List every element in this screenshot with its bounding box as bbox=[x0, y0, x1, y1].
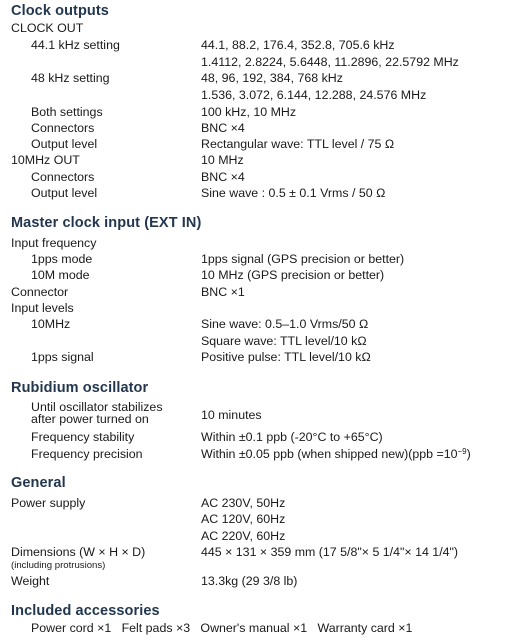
input-frequency-label: Input frequency bbox=[11, 236, 97, 250]
output-level-label: Output level bbox=[31, 137, 98, 151]
frequency-precision-value bbox=[201, 447, 471, 462]
section-title-master-clock: Master clock input (EXT IN) bbox=[11, 215, 202, 231]
connectors-label: Connectors bbox=[31, 121, 95, 135]
frequency-precision-label: Frequency precision bbox=[31, 447, 143, 461]
tenmhz-input-value-2: Square wave: TTL level/10 kΩ bbox=[201, 334, 367, 348]
tenmhz-out-label: 10MHz OUT bbox=[11, 153, 80, 167]
power-supply-value-1: AC 230V, 50Hz bbox=[201, 496, 286, 510]
pps-mode-value: 1pps signal (GPS precision or better) bbox=[201, 252, 405, 266]
pps-mode-label: 1pps mode bbox=[31, 252, 93, 266]
power-supply-label: Power supply bbox=[11, 496, 86, 510]
power-supply-value-2: AC 120V, 60Hz bbox=[201, 512, 286, 526]
tenmhz-input-label: 10MHz bbox=[31, 317, 71, 331]
section-title-clock-outputs: Clock outputs bbox=[11, 3, 109, 19]
until-stabilizes-value: 10 minutes bbox=[201, 408, 262, 422]
weight-label: Weight bbox=[11, 574, 50, 588]
section-title-rubidium: Rubidium oscillator bbox=[11, 380, 149, 396]
connector-label: Connector bbox=[11, 285, 69, 299]
pps-signal-value: Positive pulse: TTL level/10 kΩ bbox=[201, 350, 371, 364]
output-level-value: Rectangular wave: TTL level / 75 Ω bbox=[201, 137, 395, 151]
frequency-stability-value: Within ±0.1 ppb (-20°C to +65°C) bbox=[201, 430, 383, 444]
setting-48-value-1: 48, 96, 192, 384, 768 kHz bbox=[201, 71, 343, 85]
frequency-stability-label: Frequency stability bbox=[31, 430, 135, 444]
frequency-precision-exponent: −9 bbox=[457, 447, 467, 456]
dimensions-value: 445 × 131 × 359 mm (17 5/8"× 5 1/4"× 14 1/4") bbox=[201, 545, 459, 559]
frequency-precision-close: ) bbox=[466, 447, 471, 461]
tenm-mode-label: 10M mode bbox=[31, 268, 90, 282]
tenm-mode-value: 10 MHz (GPS precision or better) bbox=[201, 268, 385, 282]
clock-out-label: CLOCK OUT bbox=[11, 21, 84, 35]
output-level-2-label: Output level bbox=[31, 186, 98, 200]
setting-48-value-2: 1.536, 3.072, 6.144, 12.288, 24.576 MHz bbox=[201, 88, 427, 102]
connector-value: BNC ×1 bbox=[201, 285, 245, 299]
connectors-2-value: BNC ×4 bbox=[201, 170, 245, 184]
connectors-2-label: Connectors bbox=[31, 170, 95, 184]
tenmhz-input-value-1: Sine wave: 0.5–1.0 Vrms/50 Ω bbox=[201, 317, 369, 331]
section-title-general: General bbox=[11, 475, 66, 491]
frequency-precision-text: Within ±0.05 ppb (when shipped new)(ppb =10 bbox=[201, 447, 458, 461]
setting-441-value-2: 1.4112, 2.8224, 5.6448, 11.2896, 22.5792 MHz bbox=[201, 55, 459, 69]
until-stabilizes-label-2: after power turned on bbox=[31, 412, 149, 426]
section-title-accessories: Included accessories bbox=[11, 603, 160, 619]
both-settings-value: 100 kHz, 10 MHz bbox=[201, 105, 297, 119]
pps-signal-label: 1pps signal bbox=[31, 350, 94, 364]
tenmhz-out-value: 10 MHz bbox=[201, 153, 244, 167]
output-level-2-value: Sine wave : 0.5 ± 0.1 Vrms / 50 Ω bbox=[201, 186, 386, 200]
dimensions-label: Dimensions (W × H × D) bbox=[11, 545, 146, 559]
power-supply-value-3: AC 220V, 60Hz bbox=[201, 529, 286, 543]
both-settings-label: Both settings bbox=[31, 105, 103, 119]
setting-48-label: 48 kHz setting bbox=[31, 71, 110, 85]
accessories-list: Power cord ×1 Felt pads ×3 Owner's manual ×1 Warranty card ×1 bbox=[31, 621, 413, 635]
setting-441-label: 44.1 kHz setting bbox=[31, 38, 120, 52]
weight-value: 13.3kg (29 3/8 lb) bbox=[201, 574, 298, 588]
until-stabilizes-label-1: Until oscillator stabilizes bbox=[31, 400, 163, 414]
connectors-value: BNC ×4 bbox=[201, 121, 245, 135]
dimensions-note: (including protrusions) bbox=[11, 560, 106, 571]
input-levels-label: Input levels bbox=[11, 301, 74, 315]
setting-441-value-1: 44.1, 88.2, 176.4, 352.8, 705.6 kHz bbox=[201, 38, 395, 52]
